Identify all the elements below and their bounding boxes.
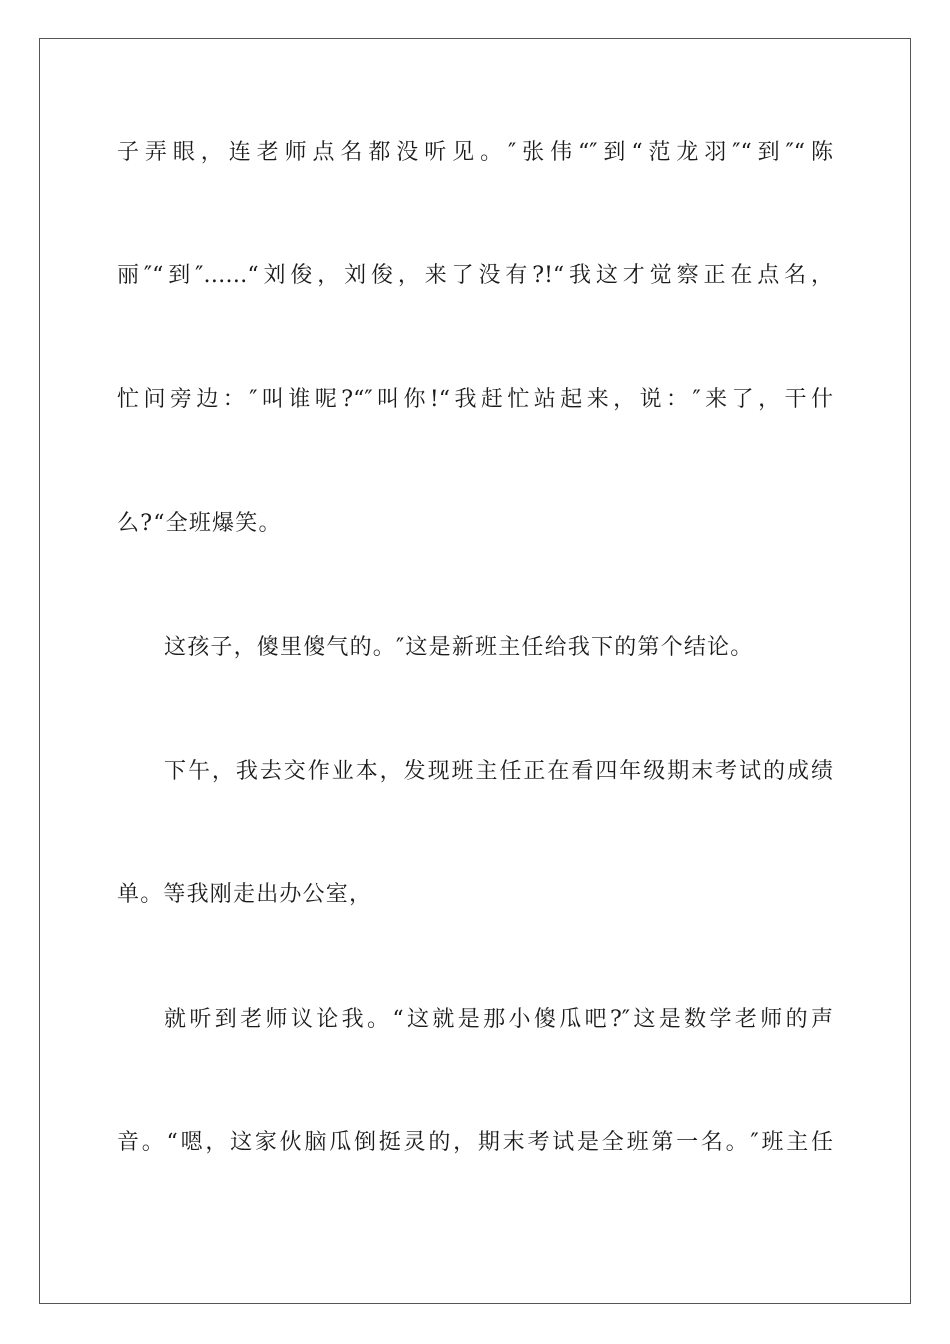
text-line-8: 就听到老师议论我。“这就是那小傻瓜吧?″这是数学老师的声 xyxy=(164,1007,833,1032)
text-line-5: 这孩子，傻里傻气的。″这是新班主任给我下的第个结论。 xyxy=(164,635,754,660)
text-line-9: 音。“嗯，这家伙脑瓜倒挺灵的，期末考试是全班第一名。″班主任 xyxy=(117,1130,833,1155)
text-line-3: 忙问旁边：″叫谁呢?“″叫你!“我赶忙站起来，说：″来了，干什 xyxy=(117,387,833,412)
text-line-1: 子弄眼，连老师点名都没听见。″张伟“″到“范龙羽″“到″“陈 xyxy=(117,140,833,165)
text-line-7: 单。等我刚走出办公室， xyxy=(117,882,373,907)
text-line-6: 下午，我去交作业本，发现班主任正在看四年级期末考试的成绩 xyxy=(164,759,833,784)
text-line-4: 么?“全班爆笑。 xyxy=(117,511,282,536)
text-line-2: 丽″“到″……“刘俊，刘俊，来了没有?!“我这才觉察正在点名， xyxy=(117,263,833,288)
page-border xyxy=(39,38,911,1304)
